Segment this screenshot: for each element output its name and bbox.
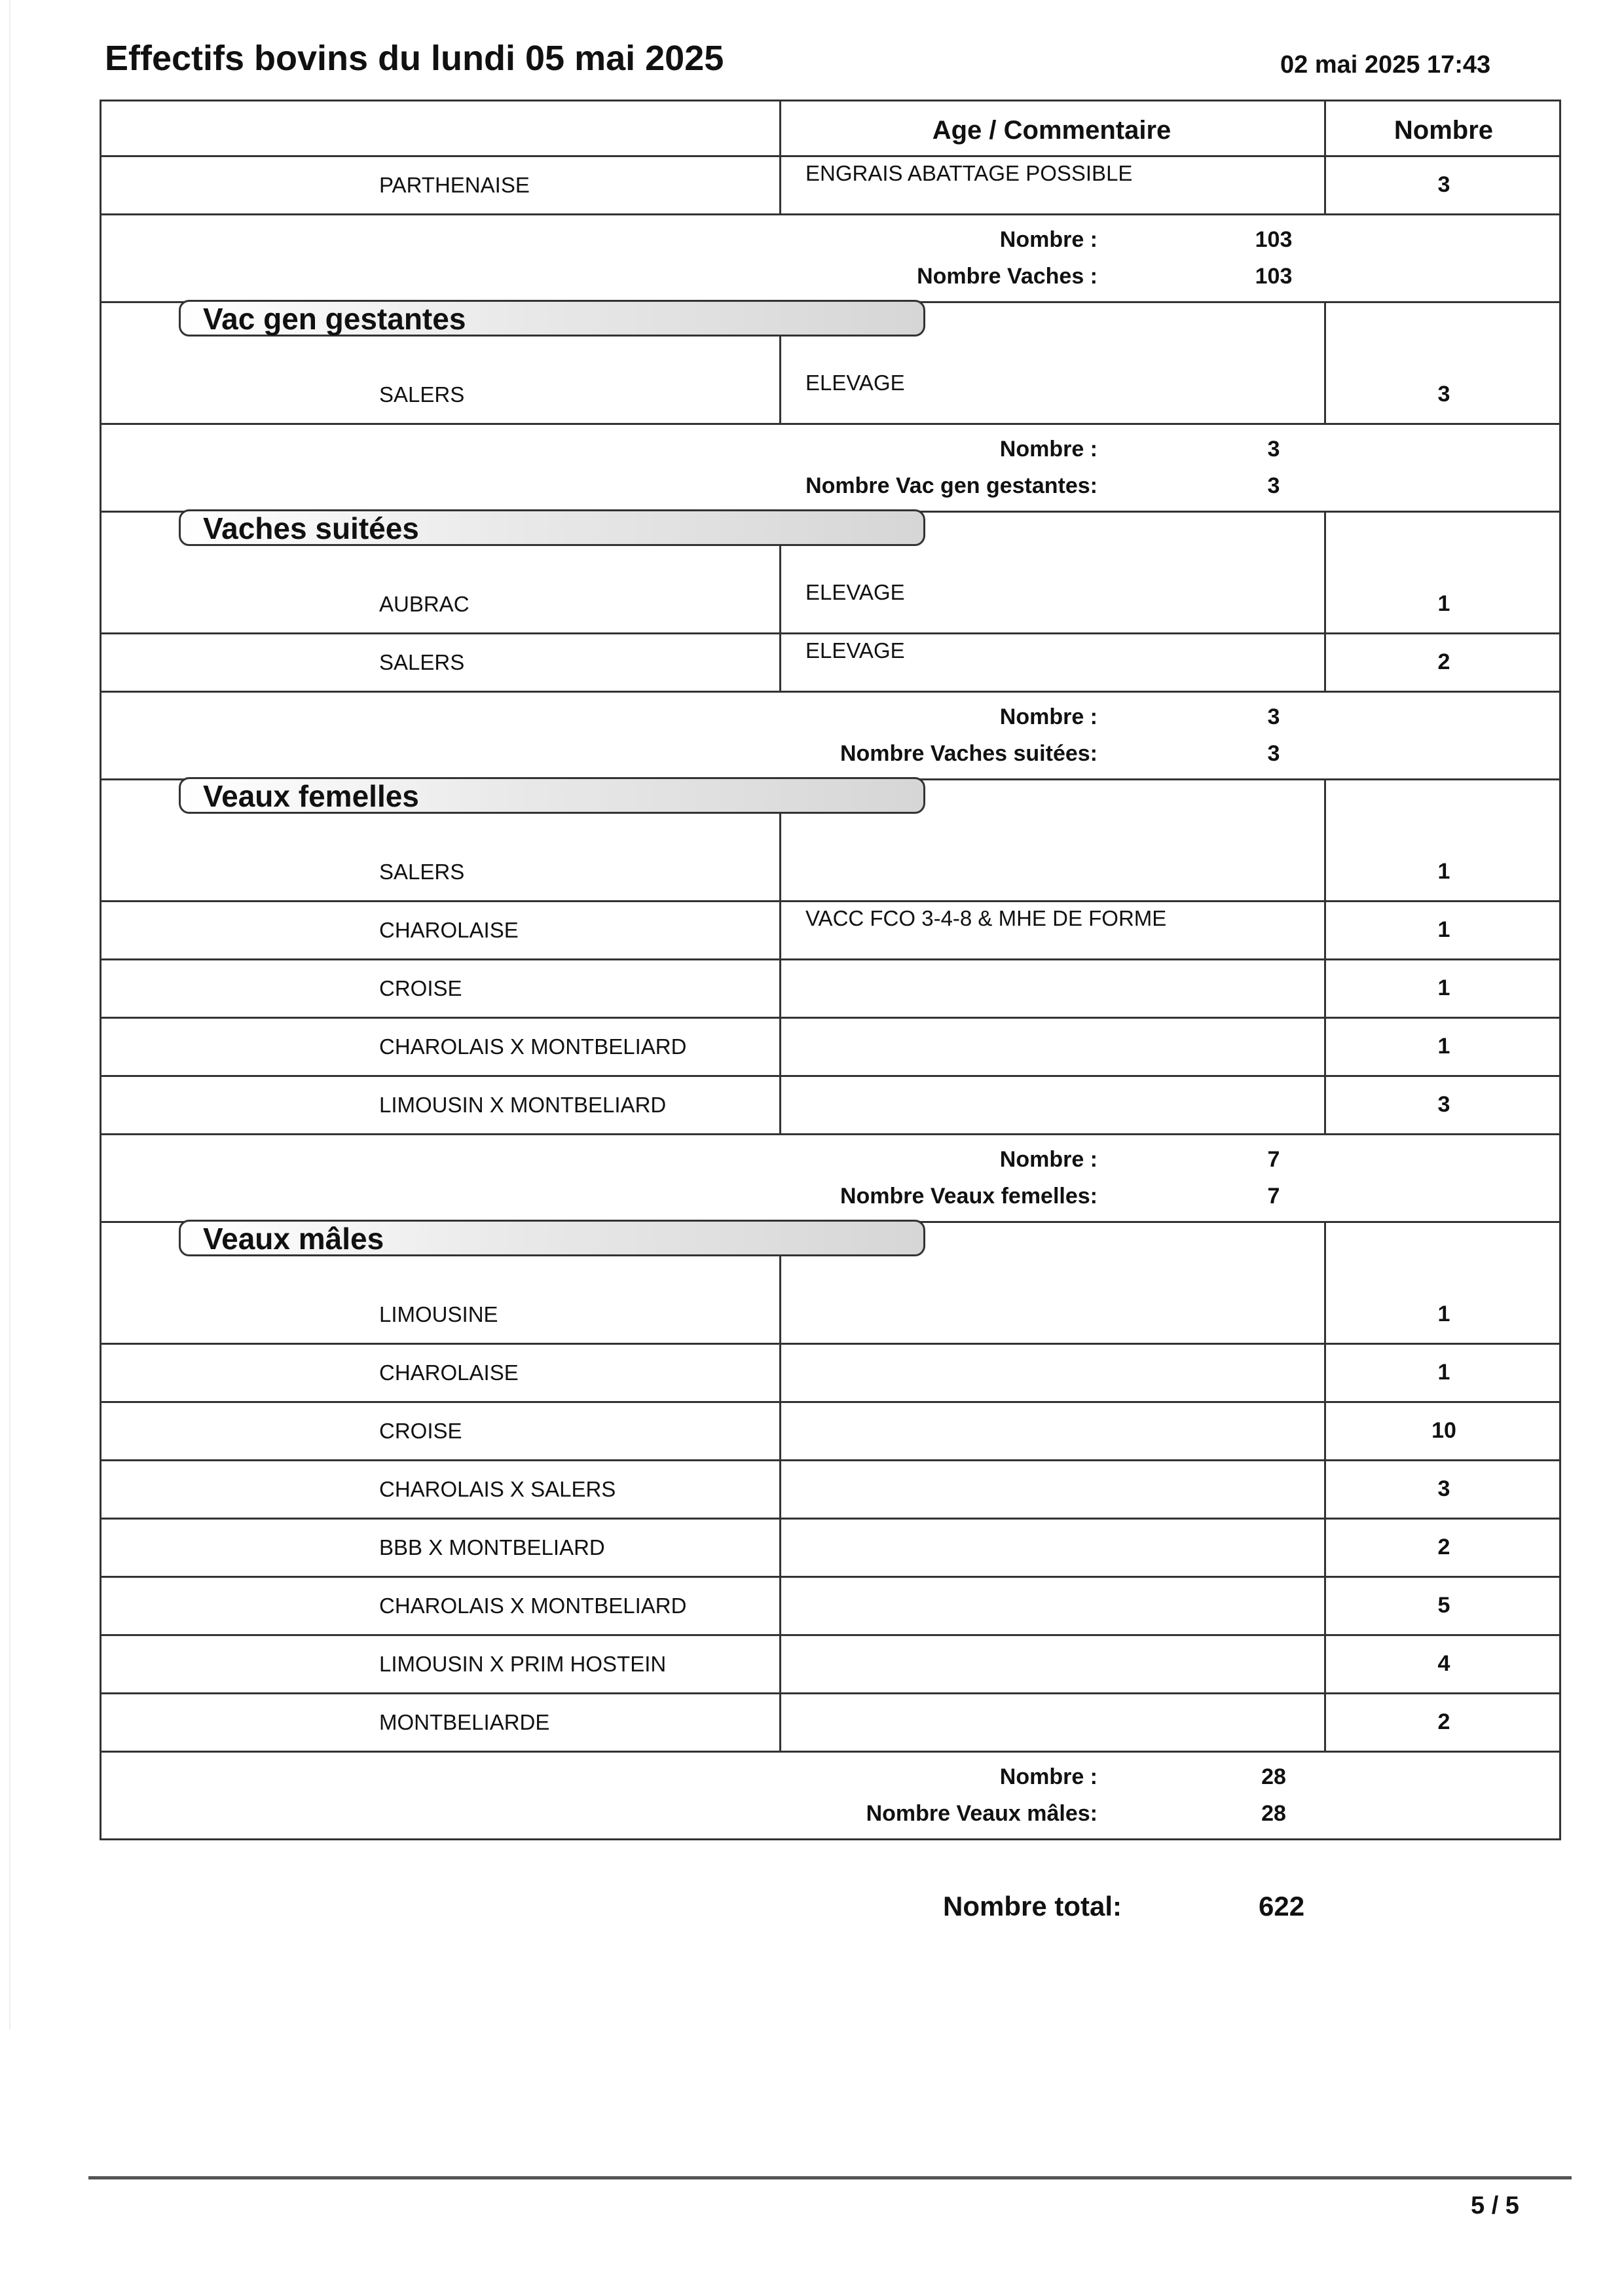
comment-cell: ENGRAIS ABATTAGE POSSIBLE xyxy=(805,161,1133,185)
column-divider xyxy=(1324,1520,1326,1576)
count-cell: 3 xyxy=(1437,172,1450,197)
table-row xyxy=(100,1694,1561,1753)
count-cell: 1 xyxy=(1437,975,1450,1000)
count-cell: 1 xyxy=(1437,1360,1450,1385)
breed-cell: LIMOUSIN X MONTBELIARD xyxy=(379,1093,667,1117)
subtotal-label: Nombre : xyxy=(999,1764,1098,1789)
count-cell: 2 xyxy=(1437,1535,1450,1559)
column-divider xyxy=(779,960,781,1017)
column-divider xyxy=(779,1077,781,1133)
breed-cell: SALERS xyxy=(379,860,465,884)
column-divider xyxy=(779,1520,781,1576)
breed-cell: CHAROLAISE xyxy=(379,918,519,942)
breed-cell: LIMOUSINE xyxy=(379,1302,498,1326)
subtotal-value: 103 xyxy=(1255,227,1293,252)
breed-cell: SALERS xyxy=(379,650,465,674)
breed-cell: MONTBELIARDE xyxy=(379,1710,550,1734)
section-title: Veaux femelles xyxy=(179,777,925,814)
column-divider xyxy=(1324,1636,1326,1692)
table-row xyxy=(100,1019,1561,1077)
subtotal-block xyxy=(100,1135,1561,1223)
column-divider xyxy=(1324,1345,1326,1401)
subtotal-label: Nombre Veaux mâles: xyxy=(866,1801,1098,1826)
count-cell: 4 xyxy=(1437,1651,1450,1676)
subtotal-label: Nombre : xyxy=(999,227,1098,252)
table-row xyxy=(100,1636,1561,1694)
subtotal-value: 28 xyxy=(1261,1801,1286,1826)
subtotal-value: 28 xyxy=(1261,1764,1286,1789)
column-divider xyxy=(1324,634,1326,691)
table-row xyxy=(100,1403,1561,1461)
column-divider xyxy=(779,157,781,213)
subtotal-label: Nombre Veaux femelles: xyxy=(840,1184,1098,1209)
subtotal-value: 3 xyxy=(1267,741,1280,766)
comment-cell: ELEVAGE xyxy=(805,371,905,395)
subtotal-value: 7 xyxy=(1267,1147,1280,1172)
column-divider xyxy=(1324,1403,1326,1459)
count-cell: 2 xyxy=(1437,649,1450,674)
grand-total-label: Nombre total: xyxy=(943,1891,1122,1922)
subtotal-value: 3 xyxy=(1267,437,1280,462)
subtotal-label: Nombre Vaches suitées: xyxy=(840,741,1098,766)
count-cell: 3 xyxy=(1437,1092,1450,1117)
print-datetime: 02 mai 2025 17:43 xyxy=(1280,51,1491,79)
column-divider xyxy=(1324,960,1326,1017)
subtotal-value: 7 xyxy=(1267,1184,1280,1209)
table-row xyxy=(100,1520,1561,1578)
subtotal-value: 103 xyxy=(1255,264,1293,289)
column-divider xyxy=(779,1694,781,1751)
footer-rule xyxy=(88,2176,1572,2179)
section-title: Vac gen gestantes xyxy=(179,300,925,337)
table-row xyxy=(100,1578,1561,1636)
subtotal-value: 3 xyxy=(1267,704,1280,729)
count-cell: 10 xyxy=(1431,1418,1456,1443)
comment-cell: VACC FCO 3-4-8 & MHE DE FORME xyxy=(805,906,1167,930)
comment-cell: ELEVAGE xyxy=(805,638,905,663)
column-divider xyxy=(1324,513,1326,632)
table-row xyxy=(100,902,1561,960)
count-cell: 3 xyxy=(1437,1476,1450,1501)
breed-cell: PARTHENAISE xyxy=(379,173,530,197)
livestock-table xyxy=(100,100,1561,1840)
column-divider xyxy=(779,634,781,691)
table-row xyxy=(100,1077,1561,1135)
count-cell: 1 xyxy=(1437,859,1450,884)
column-divider xyxy=(779,1345,781,1401)
column-divider xyxy=(779,1403,781,1459)
count-cell: 3 xyxy=(1437,382,1450,407)
breed-cell: CHAROLAIS X MONTBELIARD xyxy=(379,1594,687,1618)
count-cell: 1 xyxy=(1437,1034,1450,1059)
count-cell: 1 xyxy=(1437,917,1450,942)
subtotal-block xyxy=(100,693,1561,780)
column-divider xyxy=(779,1578,781,1634)
sections-container xyxy=(100,303,1561,1840)
comment-cell: ELEVAGE xyxy=(805,580,905,604)
subtotal-label: Nombre Vac gen gestantes: xyxy=(805,473,1098,498)
subtotal-block xyxy=(100,1753,1561,1840)
section-title: Vaches suitées xyxy=(179,509,925,546)
subtotal-block xyxy=(100,425,1561,513)
column-header-count: Nombre xyxy=(1393,116,1494,145)
column-divider xyxy=(1324,780,1326,900)
breed-cell: CHAROLAIS X SALERS xyxy=(379,1477,616,1501)
breed-cell: BBB X MONTBELIARD xyxy=(379,1535,605,1559)
table-header xyxy=(100,100,1561,157)
subtotal-block xyxy=(100,215,1561,303)
column-divider xyxy=(779,1636,781,1692)
count-cell: 1 xyxy=(1437,591,1450,616)
breed-cell: LIMOUSIN X PRIM HOSTEIN xyxy=(379,1652,667,1676)
breed-cell: CROISE xyxy=(379,976,462,1000)
section-title: Veaux mâles xyxy=(179,1220,925,1256)
table-row xyxy=(100,780,1561,902)
column-divider xyxy=(779,1461,781,1518)
table-row xyxy=(100,960,1561,1019)
table-row xyxy=(100,157,1561,215)
table-row xyxy=(100,1223,1561,1345)
count-cell: 1 xyxy=(1437,1302,1450,1326)
breed-cell: CHAROLAISE xyxy=(379,1360,519,1385)
subtotal-label: Nombre : xyxy=(999,437,1098,462)
table-row xyxy=(100,303,1561,425)
subtotal-label: Nombre : xyxy=(999,704,1098,729)
column-divider xyxy=(779,1019,781,1075)
subtotal-value: 3 xyxy=(1267,473,1280,498)
column-divider xyxy=(1324,1077,1326,1133)
subtotal-label: Nombre : xyxy=(999,1147,1098,1172)
grand-total-value: 622 xyxy=(1259,1891,1305,1922)
column-divider xyxy=(1324,1223,1326,1343)
table-row xyxy=(100,513,1561,634)
breed-cell: CHAROLAIS X MONTBELIARD xyxy=(379,1034,687,1059)
subtotal-label: Nombre Vaches : xyxy=(917,264,1098,289)
column-header-comment: Age / Commentaire xyxy=(932,116,1172,145)
column-divider xyxy=(1324,157,1326,213)
column-divider xyxy=(1324,1461,1326,1518)
page-title: Effectifs bovins du lundi 05 mai 2025 xyxy=(105,39,724,78)
column-divider xyxy=(1324,1019,1326,1075)
column-divider xyxy=(1324,1694,1326,1751)
column-divider xyxy=(779,902,781,958)
column-divider xyxy=(1324,902,1326,958)
table-row xyxy=(100,634,1561,693)
table-row xyxy=(100,1461,1561,1520)
page-number: 5 / 5 xyxy=(1471,2192,1519,2219)
scan-margin-line xyxy=(9,0,10,2030)
count-cell: 2 xyxy=(1437,1709,1450,1734)
column-divider xyxy=(1324,303,1326,423)
table-row xyxy=(100,1345,1561,1403)
breed-cell: CROISE xyxy=(379,1419,462,1443)
column-divider xyxy=(1324,1578,1326,1634)
breed-cell: SALERS xyxy=(379,382,465,407)
breed-cell: AUBRAC xyxy=(379,592,470,616)
count-cell: 5 xyxy=(1437,1593,1450,1618)
